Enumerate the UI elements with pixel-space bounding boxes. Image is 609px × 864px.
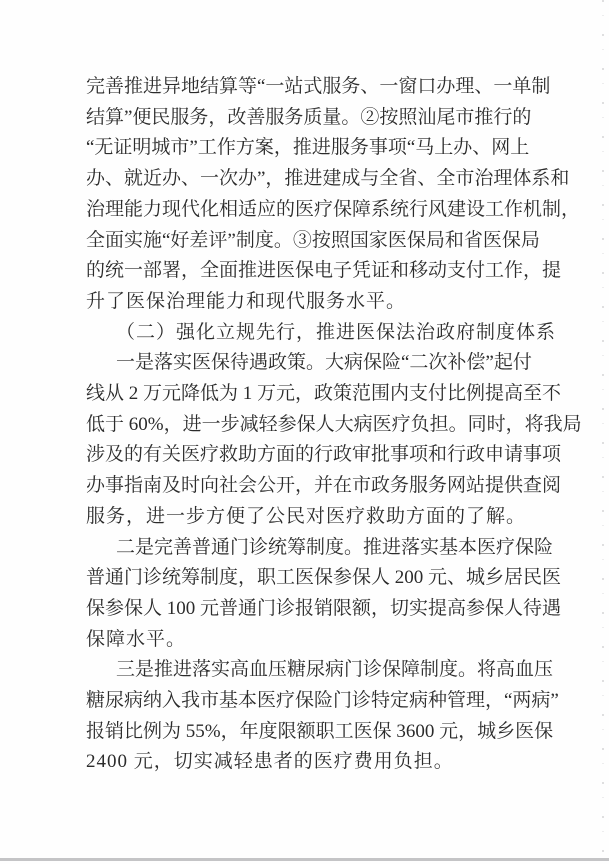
text-line: 治理能力现代化相适应的医疗保障系统行风建设工作机制， (86, 198, 581, 220)
scan-edge-noise (602, 0, 604, 864)
text-line: 低于 60%，进一步减轻参保人大病医疗负担。同时，将我局 (86, 413, 582, 435)
text-line: “无证明城市”工作方案，推进服务事项“马上办、网上 (86, 137, 530, 159)
text-line: 的统一部署，全面推进医保电子凭证和移动支付工作，提 (86, 260, 562, 282)
text-line: 涉及的有关医疗救助方面的行政审批事项和行政申请事项 (86, 444, 562, 466)
text-line: 保参保人 100 元普通门诊报销限额，切实提高参保人待遇 (86, 597, 562, 619)
document-body (86, 72, 582, 778)
text-line: 普通门诊统筹制度，职工医保参保人 200 元、城乡居民医 (86, 567, 562, 589)
text-line: 三是推进落实高血压糖尿病门诊保障制度。将高血压 (116, 659, 554, 681)
text-line: 二是完善普通门诊统筹制度。推进落实基本医疗保险 (116, 536, 554, 558)
text-line: 糖尿病纳入我市基本医疗保险门诊特定病种管理，“两病” (86, 690, 559, 712)
text-line: 一是落实医保待遇政策。大病保险“二次补偿”起付 (116, 352, 532, 374)
text-line: 全面实施“好差评”制度。③按照国家医保局和省医保局 (86, 229, 540, 251)
text-line: 保障水平。 (86, 628, 187, 650)
text-line: 线从 2 万元降低为 1 万元，政策范围内支付比例提高至不 (86, 383, 562, 405)
text-line: （二）强化立规先行，推进医保法治政府制度体系 (116, 321, 557, 343)
text-line: 办事指南及时向社会公开，并在市政务服务网站提供查阅 (86, 475, 562, 497)
text-line: 结算”便民服务，改善服务质量。②按照汕尾市推行的 (86, 106, 532, 128)
text-line: 服务，进一步方便了公民对医疗救助方面的了解。 (86, 505, 527, 527)
text-line: 完善推进异地结算等“一站式服务、一窗口办理、一单制 (86, 76, 551, 97)
text-line: 2400 元，切实减轻患者的医疗费用负担。 (86, 751, 454, 773)
scan-bottom-edge-line (0, 858, 609, 861)
text-line: 升了医保治理能力和现代服务水平。 (86, 290, 407, 312)
text-line: 办、就近办、一次办”，推进建成与全省、全市治理体系和 (86, 168, 570, 190)
text-line: 报销比例为 55%，年度限额职工医保 3600 元，城乡医保 (86, 720, 554, 742)
